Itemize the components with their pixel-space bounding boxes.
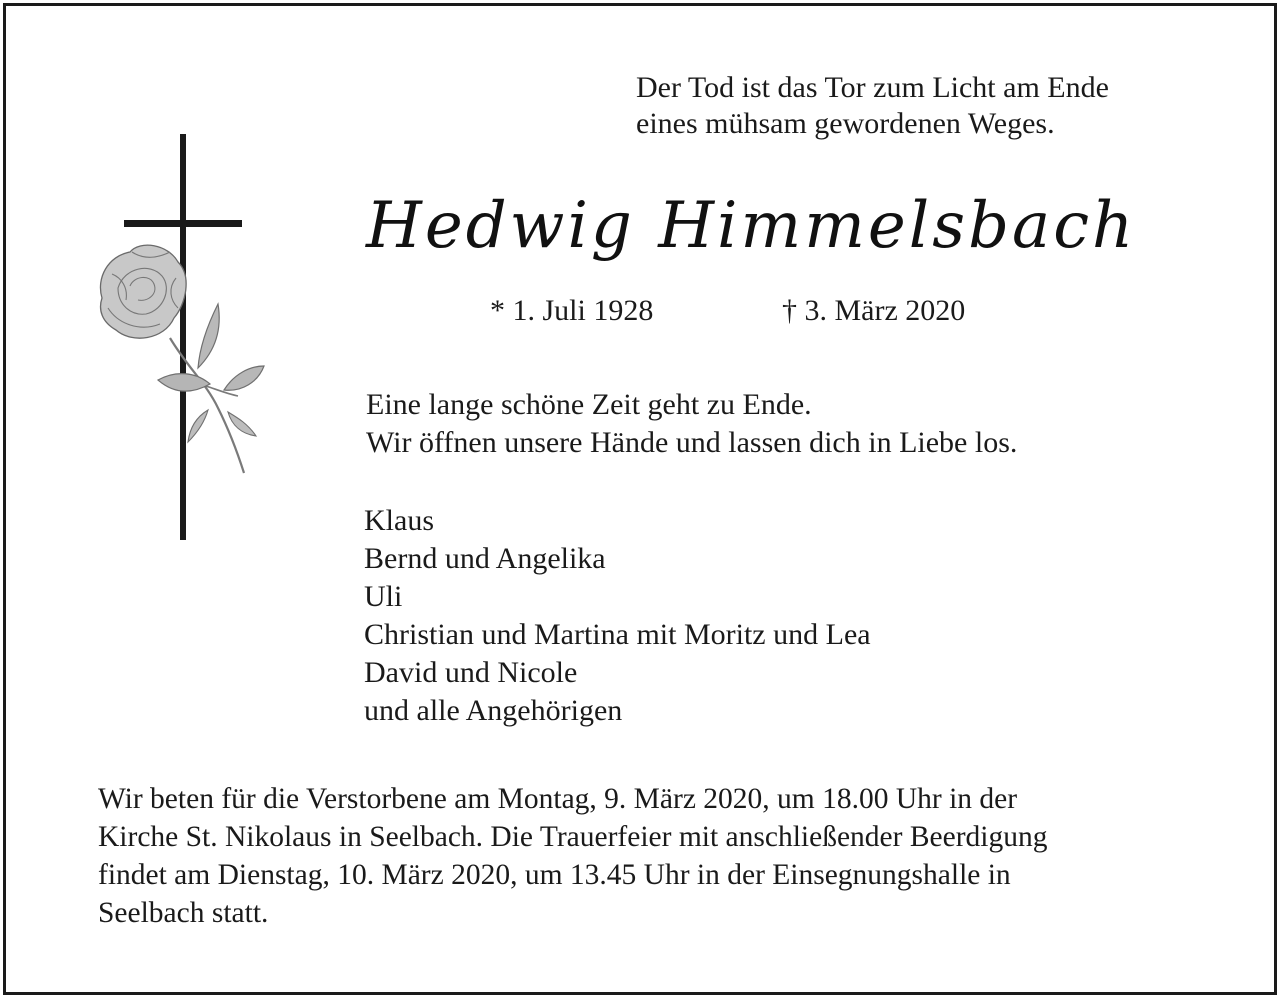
cross-with-rose-icon: [88, 128, 278, 548]
mourner-entry: Uli: [364, 580, 403, 613]
death-date: † 3. März 2020: [782, 294, 966, 327]
deceased-name: Hedwig Himmelsbach: [366, 189, 1137, 263]
verse-line-2: Wir öffnen unsere Hände und lassen dich in Liebe los.: [366, 426, 1018, 459]
motto-quote: [636, 70, 1109, 142]
verse-line-1: Eine lange schöne Zeit geht zu Ende.: [366, 388, 812, 421]
motto-line-1: Der Tod ist das Tor zum Licht am Ende: [636, 71, 1109, 104]
mourner-entry: Klaus: [364, 504, 434, 537]
mourner-entry: Bernd und Angelika: [364, 542, 606, 575]
mourners-list: [364, 502, 871, 730]
farewell-verse: [366, 386, 1017, 462]
mourner-entry: David und Nicole: [364, 656, 578, 689]
notice-line: Wir beten für die Verstorbene am Montag, 9. März 2020, um 18.00 Uhr in der: [98, 783, 1018, 815]
mourner-entry: und alle Angehörigen: [364, 694, 623, 727]
notice-line: Kirche St. Nikolaus in Seelbach. Die Trauerfeier mit anschließender Beerdigung: [98, 821, 1048, 853]
birth-date: * 1. Juli 1928: [490, 294, 654, 327]
notice-line: Seelbach statt.: [98, 897, 269, 929]
service-notice: [98, 780, 1047, 932]
motto-line-2: eines mühsam gewordenen Weges.: [636, 107, 1055, 140]
notice-line: findet am Dienstag, 10. März 2020, um 13.45 Uhr in der Einsegnungshalle in: [98, 859, 1011, 891]
mourner-entry: Christian und Martina mit Moritz und Lea: [364, 618, 871, 651]
